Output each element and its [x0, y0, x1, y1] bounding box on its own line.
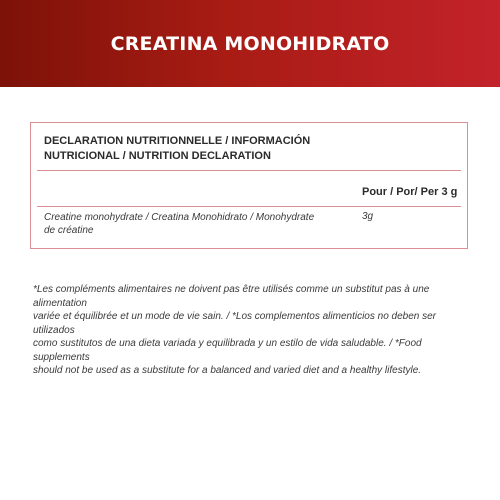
table-divider-top — [37, 170, 461, 171]
table-row-value: 3g — [362, 211, 374, 222]
title-banner — [0, 0, 500, 87]
disclaimer-line-1: *Les compléments alimentaires ne doivent pas être utilisés comme un substitut pas à une alimentation — [33, 284, 430, 309]
table-heading-line-2: NUTRICIONAL / NUTRITION DECLARATION — [44, 150, 271, 162]
disclaimer-line-2: variée et équilibrée et un mode de vie sain. / *Los complementos alimenticios no deben ser utilizados — [33, 311, 437, 336]
nutrition-declaration-table — [30, 122, 468, 249]
disclaimer-line-4: should not be used as a substitute for a balanced and varied diet and a healthy lifestyle. — [33, 365, 422, 376]
row-label-line-1: Creatine monohydrate / Creatina Monohidrato / Monohydrate — [44, 212, 315, 223]
table-heading — [44, 134, 344, 164]
column-header-per-serving: Pour / Por/ Per 3 g — [362, 186, 458, 198]
table-divider-middle — [37, 206, 461, 207]
disclaimer-text — [33, 283, 473, 378]
page-title: CREATINA MONOHIDRATO — [110, 32, 390, 55]
table-row-label — [44, 211, 319, 237]
row-label-line-2: de créatine — [44, 225, 94, 236]
table-heading-line-1: DECLARATION NUTRITIONNELLE / INFORMACIÓN — [44, 135, 311, 147]
disclaimer-line-3: como sustitutos de una dieta variada y equilibrada y un estilo de vida saludable. / *Food supplements — [33, 338, 422, 363]
